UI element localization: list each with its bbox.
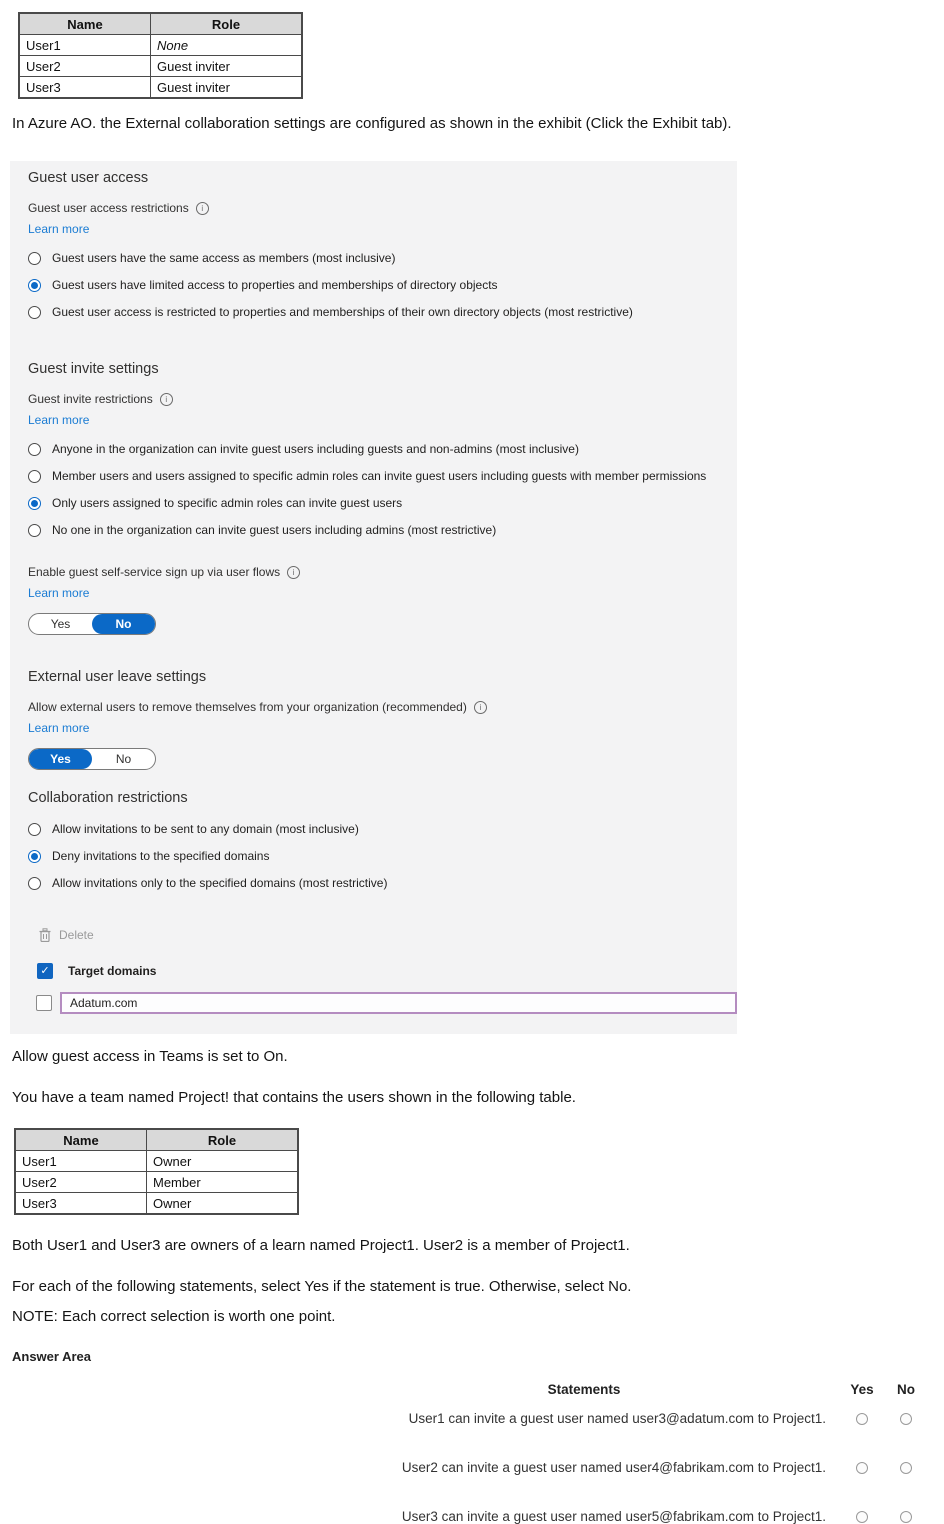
info-icon — [287, 566, 300, 579]
column-header-role: Role — [151, 13, 303, 35]
field-label-text: Guest user access restrictions — [28, 201, 189, 215]
section-title-guest-invite-settings: Guest invite settings — [28, 361, 159, 377]
radio-button[interactable] — [28, 823, 41, 836]
external-leave-label — [28, 700, 737, 714]
cell-role: Owner — [147, 1193, 299, 1215]
cell-name: User3 — [15, 1193, 147, 1215]
statement-row — [12, 1460, 928, 1475]
column-header-name: Name — [15, 1129, 147, 1151]
radio-option[interactable] — [28, 523, 737, 537]
radio-button[interactable] — [28, 497, 41, 510]
radio-option[interactable] — [28, 822, 737, 836]
select-all-checkbox[interactable] — [37, 963, 53, 979]
toggle-no[interactable]: No — [115, 752, 132, 766]
radio-label: Guest users have the same access as members (most inclusive) — [52, 251, 396, 265]
learn-more-link[interactable]: Learn more — [28, 721, 90, 735]
radio-button[interactable] — [28, 470, 41, 483]
field-label-text: Allow external users to remove themselves from your organization (recommended) — [28, 700, 467, 714]
cell-role: Owner — [147, 1151, 299, 1172]
radio-option[interactable] — [28, 876, 737, 890]
delete-button[interactable] — [39, 928, 737, 942]
guest-invite-restrictions-label — [28, 392, 737, 406]
domain-row — [36, 992, 737, 1014]
radio-option[interactable] — [28, 278, 737, 292]
table-row — [19, 77, 302, 99]
radio-label: Deny invitations to the specified domains — [52, 849, 270, 863]
note-paragraph: NOTE: Each correct selection is worth one point. — [12, 1308, 336, 1325]
cell-name: User2 — [15, 1172, 147, 1193]
cell-name: User2 — [19, 56, 151, 77]
radio-label: Anyone in the organization can invite guest users including guests and non-admins (most inclusive) — [52, 442, 579, 456]
answer-area — [12, 1382, 928, 1524]
table-header-row — [15, 1129, 298, 1151]
radio-label: No one in the organization can invite guest users including admins (most restrictive) — [52, 523, 497, 537]
table-row — [19, 56, 302, 77]
cell-role: None — [151, 35, 303, 56]
yes-radio[interactable] — [856, 1462, 868, 1474]
teams-setting-paragraph: Allow guest access in Teams is set to On. — [12, 1048, 288, 1065]
answer-header-row — [12, 1382, 928, 1397]
info-icon — [474, 701, 487, 714]
info-icon — [160, 393, 173, 406]
radio-button[interactable] — [28, 252, 41, 265]
section-title-guest-user-access: Guest user access — [28, 170, 149, 186]
field-label-text: Guest invite restrictions — [28, 392, 153, 406]
radio-button[interactable] — [28, 279, 41, 292]
self-service-toggle[interactable] — [28, 613, 156, 635]
cell-name: User1 — [15, 1151, 147, 1172]
exhibit-panel — [10, 161, 737, 1034]
trash-icon — [39, 928, 51, 942]
statements-header: Statements — [547, 1382, 621, 1397]
delete-label: Delete — [59, 928, 94, 942]
instruction-paragraph: For each of the following statements, select Yes if the statement is true. Otherwise, select No. — [12, 1278, 632, 1295]
cell-role: Guest inviter — [151, 56, 303, 77]
table-row — [15, 1172, 298, 1193]
yes-radio[interactable] — [856, 1413, 868, 1425]
info-icon — [196, 202, 209, 215]
table-header-row — [19, 13, 302, 35]
section-title-external-user-leave: External user leave settings — [28, 669, 207, 685]
learn-more-link[interactable]: Learn more — [28, 413, 90, 427]
statement-row — [12, 1411, 928, 1426]
yes-radio[interactable] — [856, 1511, 868, 1523]
radio-option[interactable] — [28, 442, 737, 456]
toggle-yes[interactable]: Yes — [29, 749, 92, 769]
statement-text: User1 can invite a guest user named user3@adatum.com to Project1. — [408, 1411, 826, 1426]
cell-role: Guest inviter — [151, 77, 303, 99]
cell-name: User3 — [19, 77, 151, 99]
target-domains-header — [37, 963, 737, 979]
radio-label: Allow invitations to be sent to any domain (most inclusive) — [52, 822, 359, 836]
answer-area-label: Answer Area — [12, 1349, 91, 1364]
yes-header: Yes — [850, 1382, 874, 1397]
owners-paragraph: Both User1 and User3 are owners of a learn named Project1. User2 is a member of Project1. — [12, 1237, 630, 1254]
external-leave-toggle[interactable] — [28, 748, 156, 770]
radio-label: Member users and users assigned to specific admin roles can invite guest users including guests with member permissions — [52, 469, 707, 483]
intro-paragraph: In Azure AO. the External collaboration settings are configured as shown in the exhibit (Click the Exhibit tab). — [12, 115, 732, 132]
table-row — [15, 1193, 298, 1215]
no-radio[interactable] — [900, 1462, 912, 1474]
field-label-text: Enable guest self-service sign up via user flows — [28, 565, 281, 579]
radio-option[interactable] — [28, 305, 737, 319]
radio-option[interactable] — [28, 469, 737, 483]
self-service-signup-label — [28, 565, 737, 579]
table-row — [19, 35, 302, 56]
toggle-yes[interactable]: Yes — [50, 617, 71, 631]
statement-text: User2 can invite a guest user named user4@fabrikam.com to Project1. — [401, 1460, 826, 1475]
statement-row — [12, 1509, 928, 1524]
team-table — [14, 1128, 299, 1215]
radio-option[interactable] — [28, 849, 737, 863]
column-header-name: Name — [19, 13, 151, 35]
radio-label: Only users assigned to specific admin roles can invite guest users — [52, 496, 403, 510]
radio-option[interactable] — [28, 251, 737, 265]
cell-role: Member — [147, 1172, 299, 1193]
role-table — [18, 12, 303, 99]
toggle-no[interactable]: No — [92, 614, 155, 634]
no-header: No — [897, 1382, 915, 1397]
learn-more-link[interactable]: Learn more — [28, 222, 90, 236]
radio-button[interactable] — [28, 850, 41, 863]
radio-label: Guest users have limited access to properties and memberships of directory objects — [52, 278, 498, 292]
team-intro-paragraph: You have a team named Project! that contains the users shown in the following table. — [12, 1089, 576, 1106]
cell-name: User1 — [19, 35, 151, 56]
radio-button[interactable] — [28, 306, 41, 319]
radio-button[interactable] — [28, 443, 41, 456]
radio-button[interactable] — [28, 877, 41, 890]
section-title-collaboration-restrictions: Collaboration restrictions — [28, 790, 188, 806]
statement-text: User3 can invite a guest user named user5@fabrikam.com to Project1. — [401, 1509, 826, 1524]
table-row — [15, 1151, 298, 1172]
radio-option[interactable] — [28, 496, 737, 510]
target-domains-label: Target domains — [68, 964, 157, 978]
no-radio[interactable] — [900, 1413, 912, 1425]
radio-button[interactable] — [28, 524, 41, 537]
column-header-role: Role — [147, 1129, 299, 1151]
no-radio[interactable] — [900, 1511, 912, 1523]
learn-more-link[interactable]: Learn more — [28, 586, 90, 600]
domain-row-checkbox[interactable] — [36, 995, 52, 1011]
domain-input[interactable] — [60, 992, 737, 1014]
radio-label: Allow invitations only to the specified domains (most restrictive) — [52, 876, 388, 890]
radio-label: Guest user access is restricted to properties and memberships of their own directory objects (most restrictive) — [52, 305, 633, 319]
guest-user-access-restrictions-label — [28, 201, 737, 215]
